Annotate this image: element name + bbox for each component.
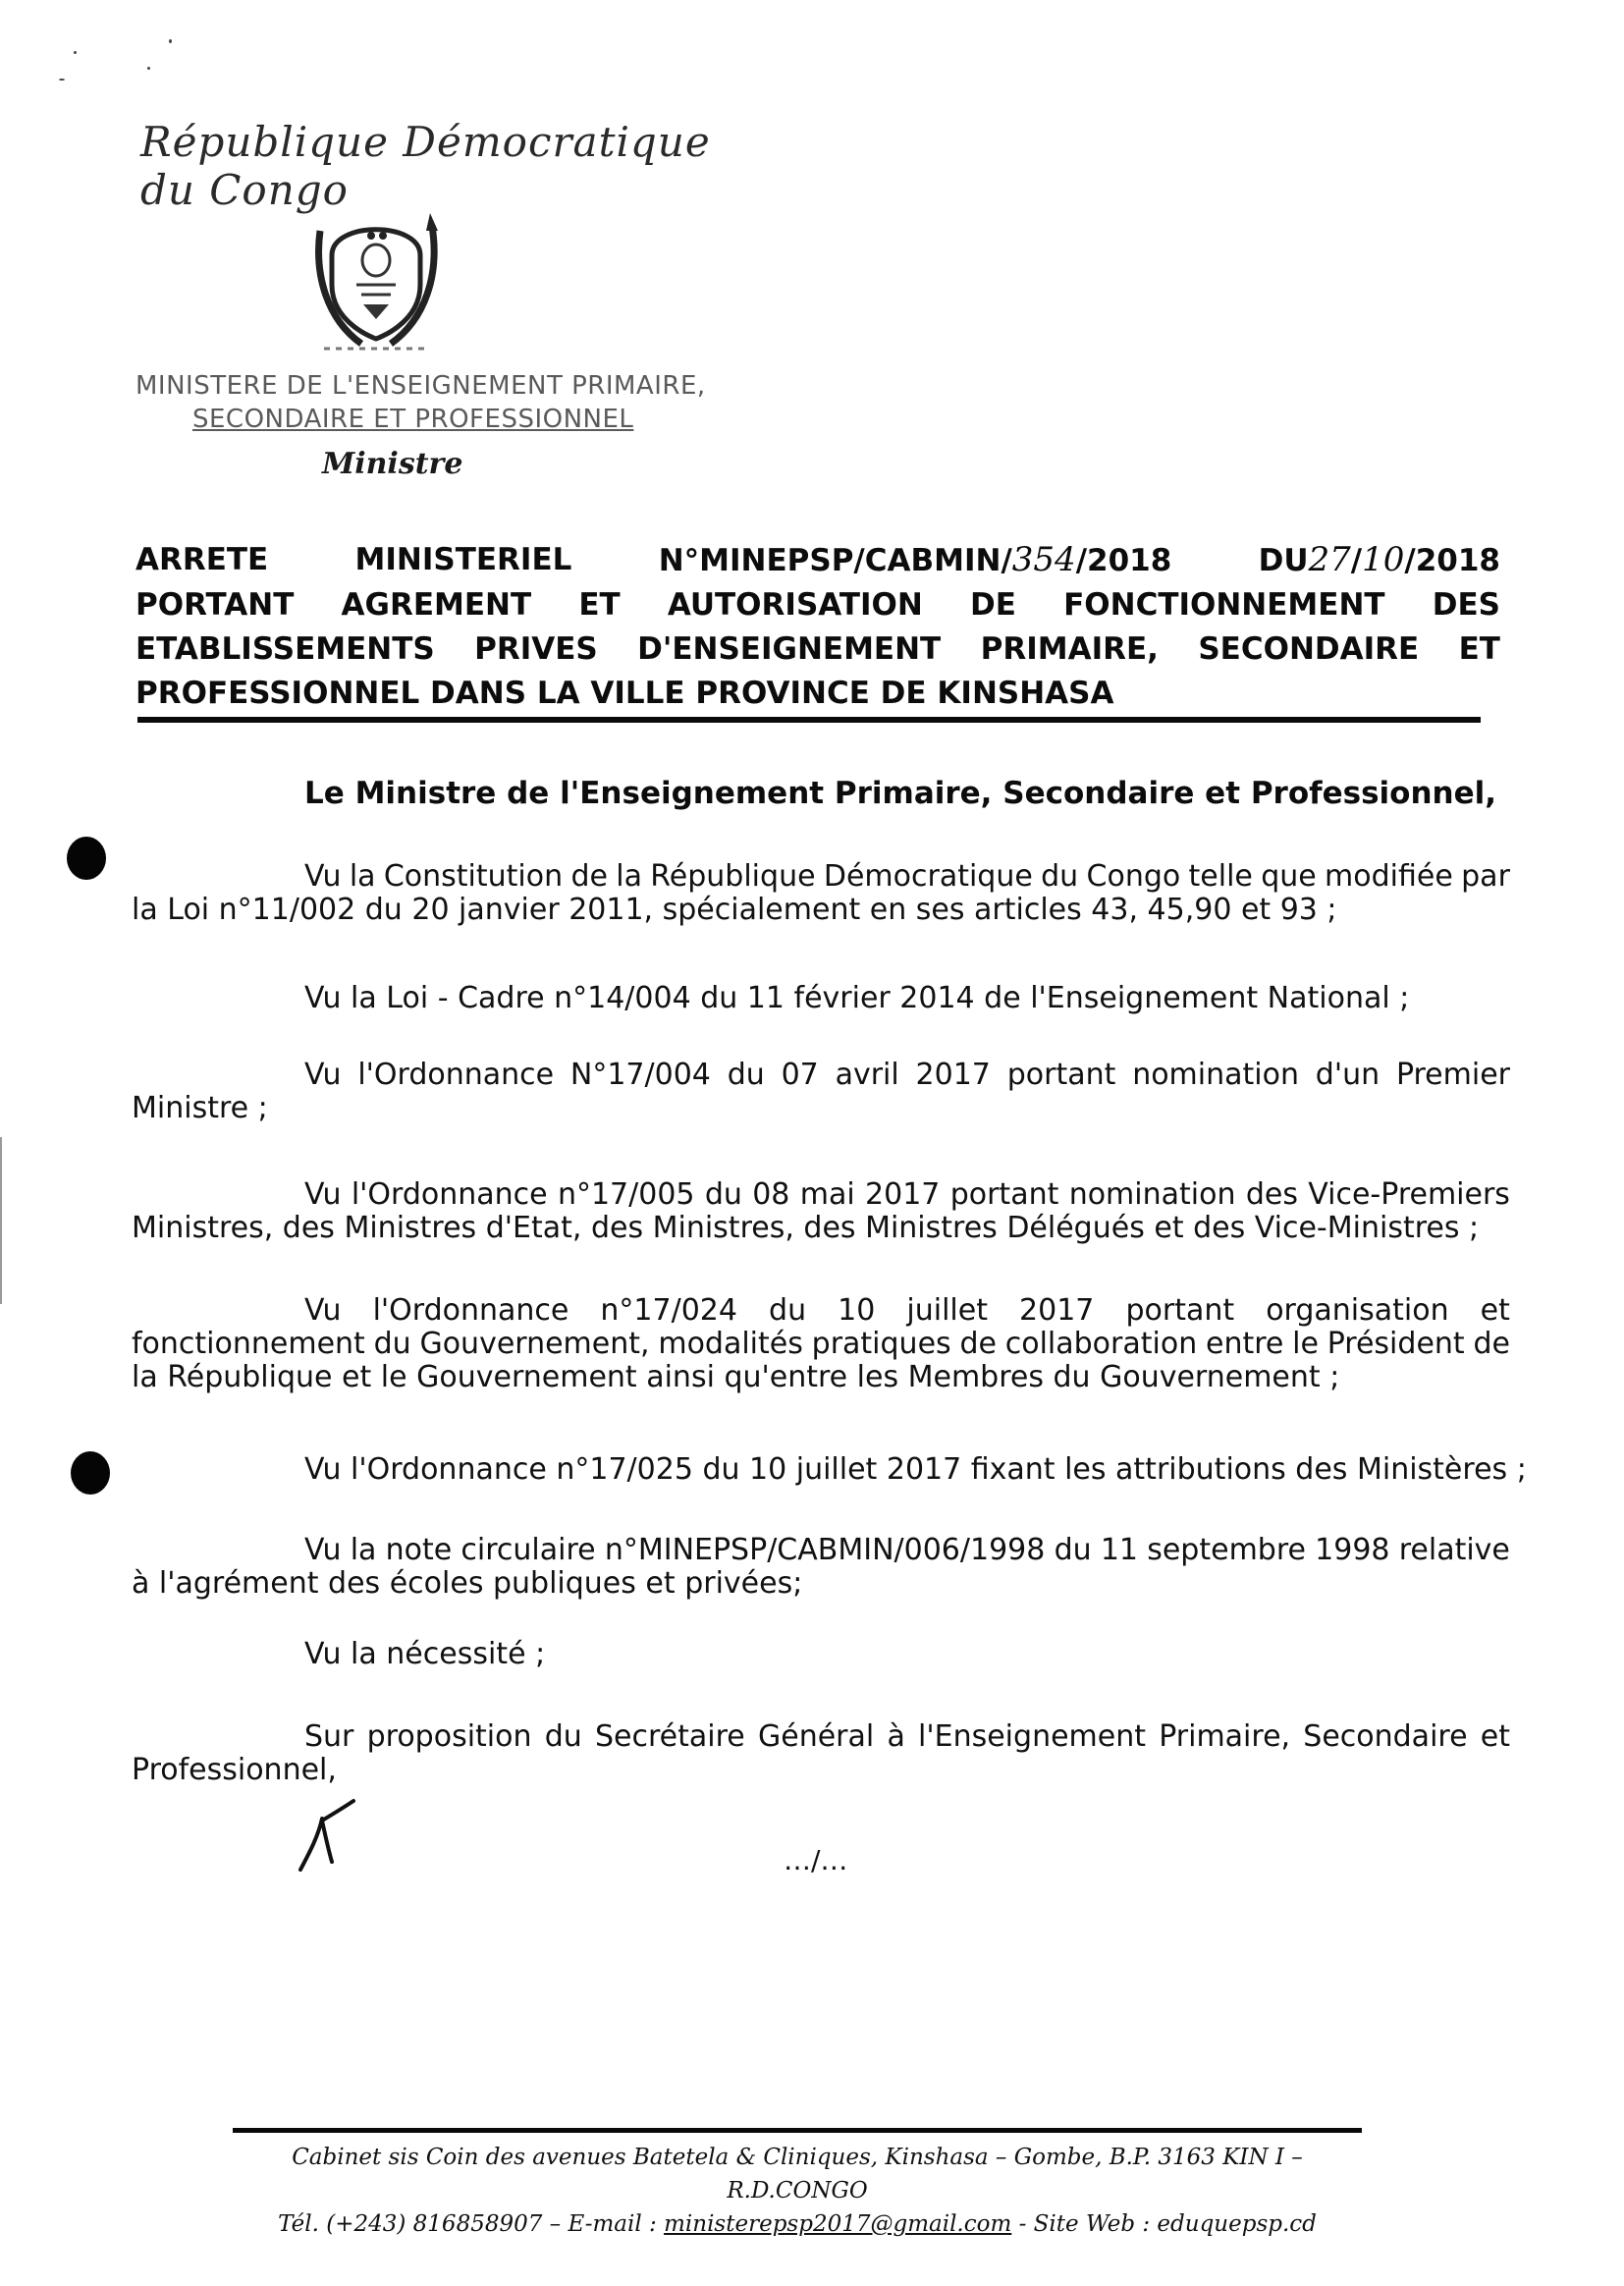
para-line: Vu la nécessité ;: [304, 1637, 546, 1671]
para-line: [132, 1059, 1510, 1092]
decree-title: [135, 538, 1500, 716]
word: du: [1041, 859, 1079, 894]
word: l'Ordonnance: [372, 1293, 569, 1328]
word: AUTORISATION: [667, 587, 923, 623]
word: organisation: [1266, 1293, 1449, 1328]
word: Secondaire: [1303, 1719, 1468, 1754]
word: 2017: [1019, 1293, 1095, 1328]
word: la: [350, 1533, 377, 1567]
word: ET: [1458, 631, 1500, 667]
word: modifiée: [1325, 859, 1453, 894]
republic-title: République Démocratique du Congo: [140, 118, 711, 214]
word: la: [349, 859, 376, 894]
word: juillet: [906, 1293, 988, 1328]
word: du: [704, 1177, 742, 1212]
word: 11: [1100, 1533, 1139, 1567]
date-day-handwritten: 27: [1308, 540, 1351, 579]
word: collaboration: [1004, 1327, 1198, 1361]
para-line: à l'agrément des écoles publiques et privées;: [132, 1566, 803, 1601]
speck: [169, 39, 172, 43]
word: l'Enseignement: [918, 1719, 1146, 1754]
decree-ref-year: /2018: [1075, 543, 1172, 578]
word: Sur: [304, 1719, 354, 1754]
minister-label: Ministre: [322, 447, 463, 481]
title-line-4: PROFESSIONNEL DANS LA VILLE PROVINCE DE KINSHASA: [135, 676, 1114, 711]
word: portant: [1006, 1058, 1116, 1092]
footer: [233, 2141, 1362, 2241]
whereas-circular-note: [132, 1534, 1510, 1601]
word: DE: [970, 587, 1016, 623]
para-line: [132, 1720, 1510, 1754]
decree-number-handwritten: 354: [1011, 540, 1076, 579]
decree-date: [1259, 538, 1500, 583]
ministry-stamp: [135, 371, 706, 434]
word: PRIMAIRE,: [980, 631, 1159, 667]
word: ET: [578, 587, 621, 623]
decree-reference: [659, 538, 1172, 583]
word: à: [887, 1719, 905, 1754]
word: mai: [799, 1177, 855, 1212]
whereas-ordinance-17-024: [132, 1294, 1510, 1394]
word: N°17/004: [569, 1058, 711, 1092]
footer-phone: Tél. (+243) 816858907 – E-mail :: [278, 2211, 665, 2237]
word: circulaire: [460, 1533, 596, 1567]
word: de: [570, 859, 608, 894]
para-line: Professionnel,: [132, 1753, 337, 1787]
para-line: Vu l'Ordonnance n°17/025 du 10 juillet 2017 fixant les attributions des Ministères ;: [304, 1452, 1527, 1487]
title-word: MINISTERIEL: [354, 542, 572, 577]
word: Vu: [304, 1058, 342, 1092]
scan-edge-mark: [0, 1137, 2, 1304]
word: Primaire,: [1159, 1719, 1291, 1754]
word: que: [1261, 859, 1317, 894]
word: et: [1480, 1293, 1510, 1328]
word: nomination: [1132, 1058, 1299, 1092]
title-line-3: [135, 627, 1500, 672]
para-line: Ministre ;: [132, 1091, 268, 1125]
title-line-2: [135, 583, 1500, 627]
word: Congo: [1086, 859, 1181, 894]
minister-heading: Le Ministre de l'Enseignement Primaire, Secondaire et Professionnel,: [304, 776, 1497, 811]
punch-hole-mark: [71, 1451, 110, 1495]
word: Constitution: [383, 859, 564, 894]
word: l'Ordonnance: [351, 1177, 548, 1212]
word: portant: [1125, 1293, 1235, 1328]
word: Gouvernement,: [419, 1327, 650, 1361]
word: de: [1473, 1327, 1510, 1361]
word: DES: [1432, 587, 1500, 623]
word: note: [385, 1533, 453, 1567]
para-line: Ministres, des Ministres d'Etat, des Ministres, des Ministres Délégués et des Vice-Ministres ;: [132, 1211, 1480, 1245]
ministry-line-2: SECONDAIRE ET PROFESSIONNEL: [192, 405, 634, 434]
title-underline-rule: [137, 717, 1481, 723]
word: SECONDAIRE: [1198, 631, 1420, 667]
word: entre: [1206, 1327, 1284, 1361]
word: Vu: [304, 859, 342, 894]
word: ETABLISSEMENTS: [135, 631, 435, 667]
word: Vu: [304, 1293, 342, 1328]
title-line-1: [135, 538, 1500, 583]
word: d'un: [1315, 1058, 1380, 1092]
word: relative: [1398, 1533, 1510, 1567]
whereas-framework-law: [132, 982, 1510, 1015]
footer-rule: [233, 2128, 1362, 2133]
word: par: [1461, 859, 1510, 894]
word: des: [1245, 1177, 1298, 1212]
word: du: [373, 1327, 411, 1361]
para-line: la Loi n°11/002 du 20 janvier 2011, spécialement en ses articles 43, 45,90 et 93 ;: [132, 893, 1337, 927]
footer-address: Cabinet sis Coin des avenues Batetela & Cliniques, Kinshasa – Gombe, B.P. 3163 KIN I – R.D.CONGO: [292, 2145, 1303, 2204]
word: Général: [757, 1719, 875, 1754]
word: fonctionnement: [132, 1327, 365, 1361]
word: D'ENSEIGNEMENT: [637, 631, 942, 667]
word: Président: [1326, 1327, 1465, 1361]
word: et: [1480, 1719, 1510, 1754]
whereas-ordinance-17-004: [132, 1059, 1510, 1125]
word: Vice-Premiers: [1308, 1177, 1510, 1212]
word: FONCTIONNEMENT: [1063, 587, 1385, 623]
decree-ref-prefix: N°MINEPSP/CABMIN/: [658, 543, 1012, 578]
para-line: [132, 1534, 1510, 1567]
whereas-constitution: [132, 860, 1510, 927]
date-year: /2018: [1404, 543, 1500, 578]
whereas-ordinance-17-025: [132, 1452, 1527, 1487]
word: PRIVES: [474, 631, 598, 667]
word: proposition: [366, 1719, 532, 1754]
footer-email-link[interactable]: ministerepsp2017@gmail.com: [664, 2211, 1012, 2237]
word: le: [1292, 1327, 1319, 1361]
word: pratiques: [811, 1327, 951, 1361]
speck: [147, 67, 150, 70]
word: 10: [838, 1293, 876, 1328]
word: République: [650, 859, 816, 894]
word: septembre: [1147, 1533, 1306, 1567]
para-line: Vu la Loi - Cadre n°14/004 du 11 février 2014 de l'Enseignement National ;: [304, 981, 1410, 1015]
word: 08: [752, 1177, 790, 1212]
word: telle: [1188, 859, 1253, 894]
word: Vu: [304, 1177, 342, 1212]
word: 07: [781, 1058, 819, 1092]
on-proposal: [132, 1720, 1510, 1787]
word: 2017: [865, 1177, 941, 1212]
word: Secrétaire: [595, 1719, 745, 1754]
word: Premier: [1395, 1058, 1510, 1092]
punch-hole-mark: [67, 837, 106, 880]
word: modalités: [658, 1327, 803, 1361]
whereas-ordinance-17-005: [132, 1178, 1510, 1245]
word: AGREMENT: [341, 587, 532, 623]
para-line: la République et le Gouvernement ainsi qu'entre les Membres du Gouvernement ;: [132, 1360, 1340, 1394]
word: 1998: [1315, 1533, 1390, 1567]
footer-contact: [233, 2207, 1362, 2241]
date-month-handwritten: 10: [1362, 540, 1405, 579]
word: la: [616, 859, 642, 894]
word: l'Ordonnance: [357, 1058, 555, 1092]
word: avril: [835, 1058, 899, 1092]
word: portant: [949, 1177, 1059, 1212]
word: PORTANT: [135, 587, 295, 623]
word: du: [769, 1293, 807, 1328]
footer-website: - Site Web : eduquepsp.cd: [1011, 2211, 1317, 2237]
coat-of-arms-emblem: [302, 201, 450, 354]
word: 2017: [915, 1058, 991, 1092]
word: n°17/024: [600, 1293, 737, 1328]
word: Vu: [304, 1533, 342, 1567]
para-line: [132, 1178, 1510, 1212]
date-du: DU: [1258, 543, 1309, 578]
date-sep: /: [1350, 543, 1363, 578]
page-continuation-mark: …/…: [784, 1844, 848, 1877]
word: n°MINEPSP/CABMIN/006/1998: [604, 1533, 1046, 1567]
speck: [59, 79, 65, 81]
word: du: [727, 1058, 765, 1092]
speck: [74, 51, 77, 54]
word: de: [959, 1327, 997, 1361]
word: Démocratique: [823, 859, 1033, 894]
word: nomination: [1068, 1177, 1236, 1212]
para-line: [132, 860, 1510, 894]
title-word: ARRETE: [135, 542, 269, 577]
ministry-line-1: MINISTERE DE L'ENSEIGNEMENT PRIMAIRE,: [135, 371, 706, 401]
whereas-necessity: [132, 1638, 1510, 1671]
handwritten-initial: [293, 1797, 361, 1876]
para-line: [132, 1328, 1510, 1361]
word: du: [544, 1719, 582, 1754]
word: n°17/005: [557, 1177, 695, 1212]
para-line: [132, 1294, 1510, 1328]
word: du: [1054, 1533, 1092, 1567]
